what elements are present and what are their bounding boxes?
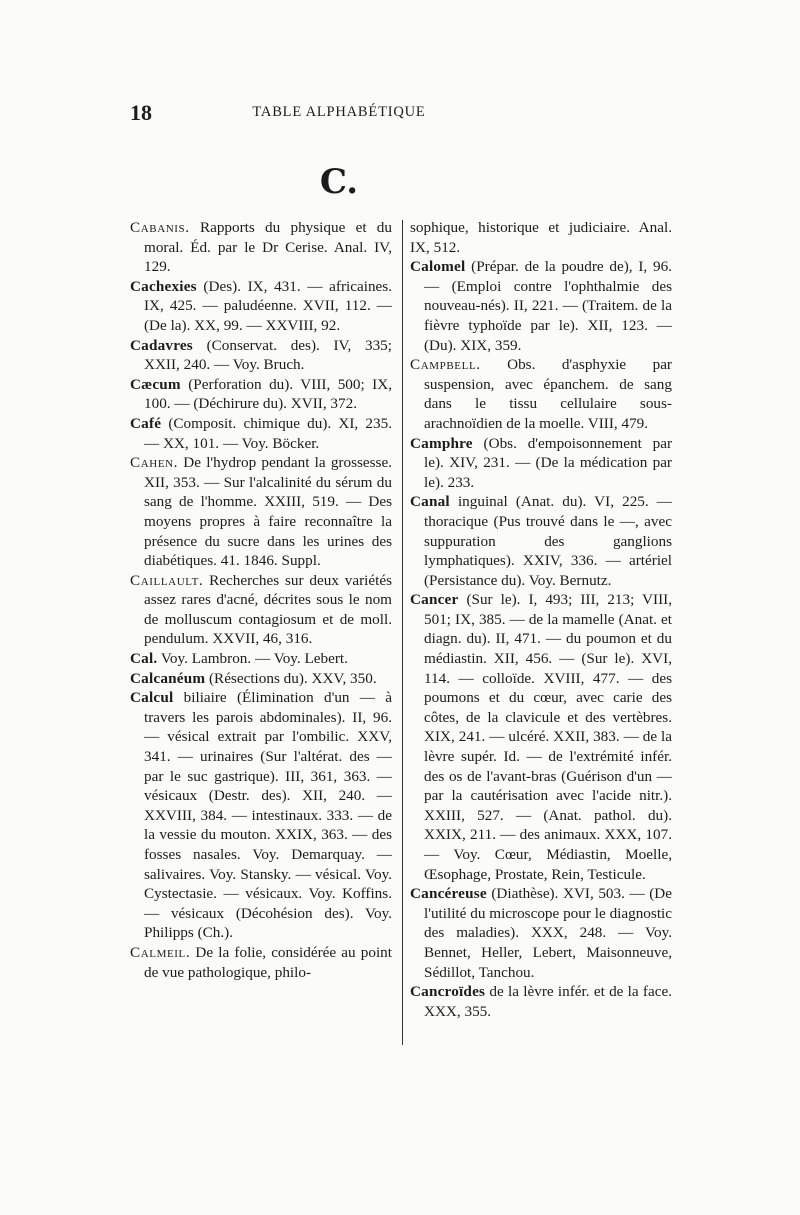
entry-headword: Cancroïdes — [410, 983, 486, 1001]
entry-headword: Calomel — [410, 258, 466, 276]
index-entry — [130, 414, 392, 453]
entry-text: de la lèvre infér. et de la face. XXX, 355. — [424, 983, 672, 1020]
entry-text: (Des). IX, 431. — africaines. IX, 425. — paludéenne. XVII, 112. — (De la). XX, 99. — XXVIII, 92. — [144, 277, 392, 334]
index-entry — [130, 688, 392, 943]
index-entry — [130, 277, 392, 336]
page-number: 18 — [130, 100, 152, 125]
index-entry — [410, 884, 672, 982]
index-entry — [130, 649, 392, 669]
entry-text: Voy. Lambron. — Voy. Lebert. — [157, 650, 348, 668]
entry-headword: Cachexies — [130, 277, 197, 295]
entry-text: (Conservat. des). IV, 335; XXII, 240. — Voy. Bruch. — [144, 336, 392, 374]
index-entry — [130, 336, 392, 375]
entry-headword: Calmeil. — [130, 943, 191, 961]
index-entry — [130, 375, 392, 414]
index-entry — [410, 218, 672, 257]
index-entry — [410, 434, 672, 493]
running-title: TABLE ALPHABÉTIQUE — [252, 104, 426, 120]
entry-headword: Canal — [410, 493, 450, 511]
entry-headword: Café — [130, 414, 162, 432]
entry-headword: Cancéreuse — [410, 885, 487, 903]
index-entry — [130, 453, 392, 571]
entry-headword: Cabanis. — [130, 219, 190, 236]
entry-headword: Calcul — [130, 689, 174, 707]
entry-headword: Campbell. — [410, 356, 481, 374]
column-divider — [402, 220, 403, 1045]
entry-text: (Sur le). I, 493; III, 213; VIII, 501; IX, 385. — de la mamelle (Anat. et diagn. du). II, 471. — du poumon et du médiastin. XII, 456. — (Sur le). XVI, 114. — colloïde. XVIII, 477. — des poumons et du cœur, avec carie des côtes, de la clavicule et des vertèbres. XIX, 241. — ulcéré. XXII, 383. — de la lèvre supér. Id. — de l'extrémité infér. des os de l'avant-bras (Guérison d'un — par la cautérisation avec l'acide nitr.). XXIII, 527. — (Anat. pathol. du). XXIX, 211. — des animaux. XXX, 107. — Voy. Cœur, Médiastin, Moelle, Œsophage, Prostate, Rein, Testicule. — [424, 591, 672, 883]
entry-headword: Camphre — [410, 434, 473, 452]
index-entry — [130, 218, 392, 277]
entry-headword: Cahen. — [130, 454, 179, 472]
entry-text: sophique, historique et judiciaire. Anal. IX, 512. — [410, 219, 672, 256]
index-entry — [130, 571, 392, 649]
entry-headword: Cadavres — [130, 336, 193, 354]
entry-headword: Calcanéum — [130, 669, 206, 687]
entry-text: (Prépar. de la poudre de), I, 96. — (Emploi contre l'ophthalmie des nouveau-nés). II, 221. — (Traitem. de la fièvre typhoïde par le). XII, 123. — (Du). XIX, 359. — [424, 258, 672, 354]
entry-headword: Cal. — [130, 650, 158, 668]
entry-headword: Cæcum — [130, 375, 181, 393]
entry-headword: Caillault. — [130, 571, 204, 589]
section-letter: C. — [319, 162, 359, 202]
entry-text: inguinal (Anat. du). VI, 225. — thoracique (Pus trouvé dans le —, avec suppuration des ganglions lymphatiques). XXIV, 336. — artériel (Persistance du). Voy. Bernutz. — [424, 493, 672, 589]
left-column — [130, 218, 392, 982]
entry-text: (Obs. d'empoisonnement par le). XIV, 231. — (De la médication par le). 233. — [424, 434, 672, 491]
entry-text: Rapports du physique et du moral. Éd. par le Dr Cerise. Anal. IV, 129. — [144, 219, 392, 276]
index-entry — [410, 982, 672, 1021]
entry-text: Recherches sur deux variétés assez rares d'acné, décrites sous le nom de molluscum contagiosum et de moll. pendulum. XXVII, 46, 316. — [144, 571, 392, 648]
entry-text: (Résections du). XXV, 350. — [205, 669, 377, 687]
entry-text: De la folie, considérée au point de vue pathologique, philo- — [144, 943, 392, 981]
entry-text: (Diathèse). XVI, 503. — (De l'utilité du microscope pour le diagnostic des maladies). XXX, 248. — Voy. Bennet, Heller, Lebert, Maisonneuve, Sédillot, Tanchou. — [424, 885, 672, 981]
right-column — [410, 218, 672, 1021]
entry-text: Obs. d'asphyxie par suspension, avec épanchem. de sang dans le tissu cellulaire sous-arachnoïdien de la moelle. VIII, 479. — [424, 356, 672, 432]
entry-text: De l'hydrop pendant la grossesse. XII, 353. — Sur l'alcalinité du sérum du sang de l'homme. XXIII, 519. — Des moyens propres à faire reconnaître la présence du sucre dans les urines des diabétiques. 41. 1846. Suppl. — [144, 454, 392, 570]
entry-text: (Perforation du). VIII, 500; IX, 100. — (Déchirure du). XVII, 372. — [144, 375, 392, 413]
entry-headword: Cancer — [410, 591, 459, 609]
index-entry — [410, 355, 672, 433]
entry-text: biliaire (Élimination d'un — à travers les parois abdominales). II, 96. — vésical extrait par l'ombilic. XXV, 341. — urinaires (Sur l'altérat. des — par le suc gastrique). III, 361, 363. — vésicaux (Destr. des). XII, 240. — XXVIII, 384. — intestinaux. 333. — de la vessie du mouton. XXIX, 363. — des fosses nasales. Voy. Demarquay. — salivaires. Voy. Stansky. — vésical. Voy. Cystectasie. — vésicaux. Voy. Koffins. — vésicaux (Décohésion des). Voy. Philipps (Ch.). — [144, 689, 392, 942]
index-entry — [410, 492, 672, 590]
index-entry — [130, 943, 392, 982]
index-entry — [410, 590, 672, 884]
entry-text: (Composit. chimique du). XI, 235. — XX, 101. — Voy. Böcker. — [144, 414, 392, 452]
index-entry — [130, 669, 392, 689]
index-entry — [410, 257, 672, 355]
